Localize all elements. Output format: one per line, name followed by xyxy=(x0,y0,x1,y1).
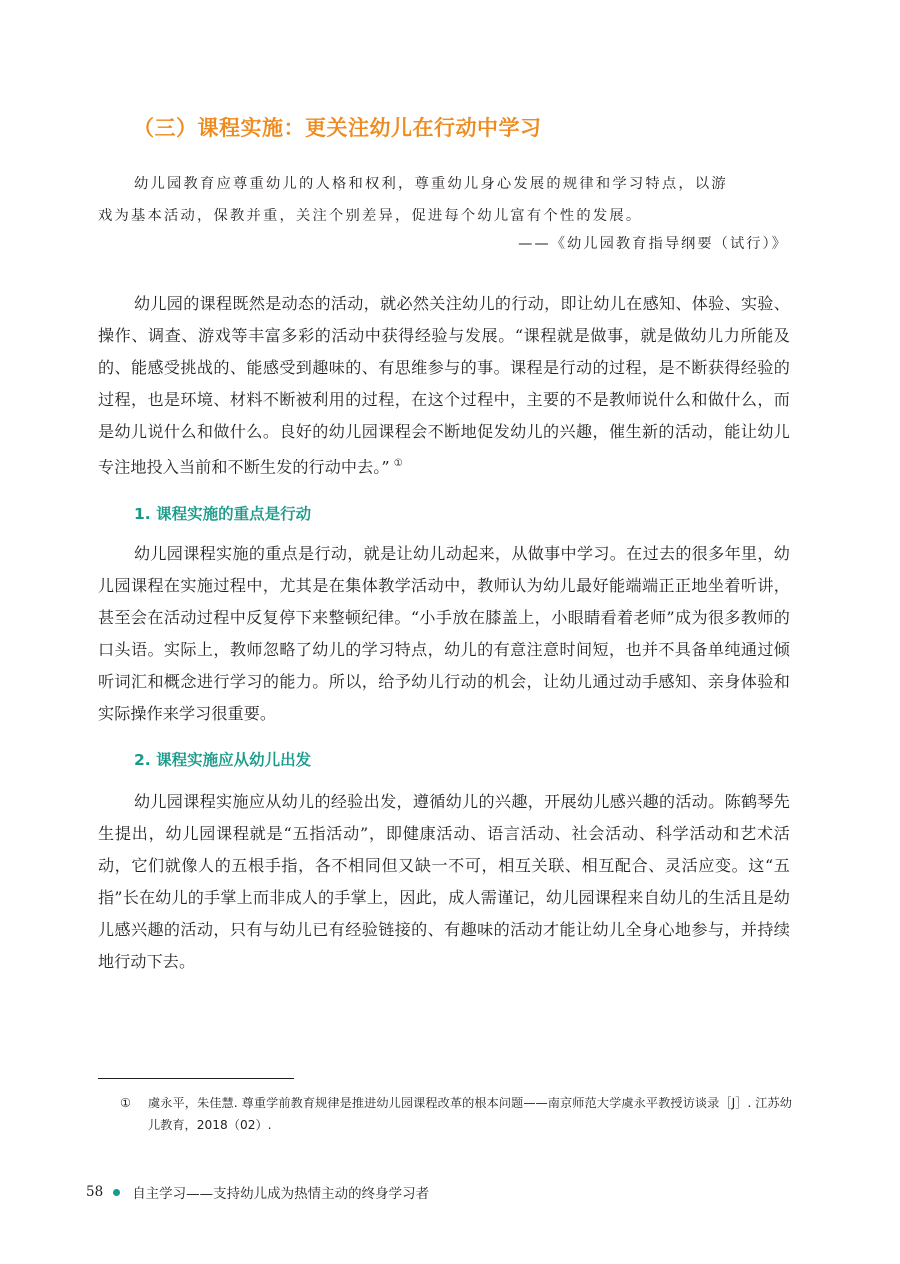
footnote-text: 虞永平，朱佳慧. 尊重学前教育规律是推进幼儿园课程改革的根本问题——南京师范大学虞永平教授访谈录［J］. 江苏幼儿教育，2018（02）. xyxy=(148,1096,792,1132)
epigraph-quote xyxy=(98,168,790,232)
paragraph-2 xyxy=(98,538,790,730)
paragraph-3-text: 幼儿园课程实施应从幼儿的经验出发，遵循幼儿的兴趣，开展幼儿感兴趣的活动。陈鹤琴先生提出，幼儿园课程就是“五指活动”，即健康活动、语言活动、社会活动、科学活动和艺术活动，它们就像人的五根手指，各不相同但又缺一不可，相互关联、相互配合、灵活应变。这“五指”长在幼儿的手掌上而非成人的手掌上，因此，成人需谨记，幼儿园课程来自幼儿的生活且是幼儿感兴趣的活动，只有与幼儿已有经验链接的、有趣味的活动才能让幼儿全身心地参与，并持续地行动下去。 xyxy=(98,792,790,971)
section-title: （三）课程实施：更关注幼儿在行动中学习 xyxy=(133,116,542,140)
footnote-mark: ① xyxy=(120,1096,131,1110)
quote-line-1: 幼儿园教育应尊重幼儿的人格和权利，尊重幼儿身心发展的规律和学习特点，以游 xyxy=(134,176,728,192)
page-footer xyxy=(86,1182,429,1202)
footnote xyxy=(120,1092,792,1136)
subheading-2: 2. 课程实施应从幼儿出发 xyxy=(134,751,312,769)
subheading-1: 1. 课程实施的重点是行动 xyxy=(134,505,312,523)
paragraph-1 xyxy=(98,288,790,483)
footnote-reference[interactable]: ① xyxy=(393,458,403,469)
footer-dot-icon xyxy=(113,1189,120,1196)
footer-book-title: 自主学习——支持幼儿成为热情主动的终身学习者 xyxy=(132,1186,430,1202)
paragraph-1-text: 幼儿园的课程既然是动态的活动，就必然关注幼儿的行动，即让幼儿在感知、体验、实验、操作、调查、游戏等丰富多彩的活动中获得经验与发展。“课程就是做事，就是做幼儿力所能及的、能感受挑战的、能感受到趣味的、有思维参与的事。课程是行动的过程，是不断获得经验的过程，也是环境、材料不断被利用的过程，在这个过程中，主要的不是教师说什么和做什么，而是幼儿说什么和做什么。良好的幼儿园课程会不断地促发幼儿的兴趣，催生新的活动，能让幼儿专注地投入当前和不断生发的行动中去。” xyxy=(98,294,790,477)
paragraph-3 xyxy=(98,786,790,978)
quote-line-2: 戏为基本活动，保教并重，关注个别差异，促进每个幼儿富有个性的发展。 xyxy=(98,208,643,224)
quote-source: ——《幼儿园教育指导纲要（试行）》 xyxy=(518,236,788,252)
page-number: 58 xyxy=(86,1184,104,1200)
paragraph-2-text: 幼儿园课程实施的重点是行动，就是让幼儿动起来，从做事中学习。在过去的很多年里，幼儿园课程在实施过程中，尤其是在集体教学活动中，教师认为幼儿最好能端端正正地坐着听讲，甚至会在活动过程中反复停下来整顿纪律。“小手放在膝盖上，小眼睛看着老师”成为很多教师的口头语。实际上，教师忽略了幼儿的学习特点，幼儿的有意注意时间短，也并不具备单纯通过倾听词汇和概念进行学习的能力。所以，给予幼儿行动的机会，让幼儿通过动手感知、亲身体验和实际操作来学习很重要。 xyxy=(98,544,790,723)
footnote-divider xyxy=(98,1078,294,1079)
